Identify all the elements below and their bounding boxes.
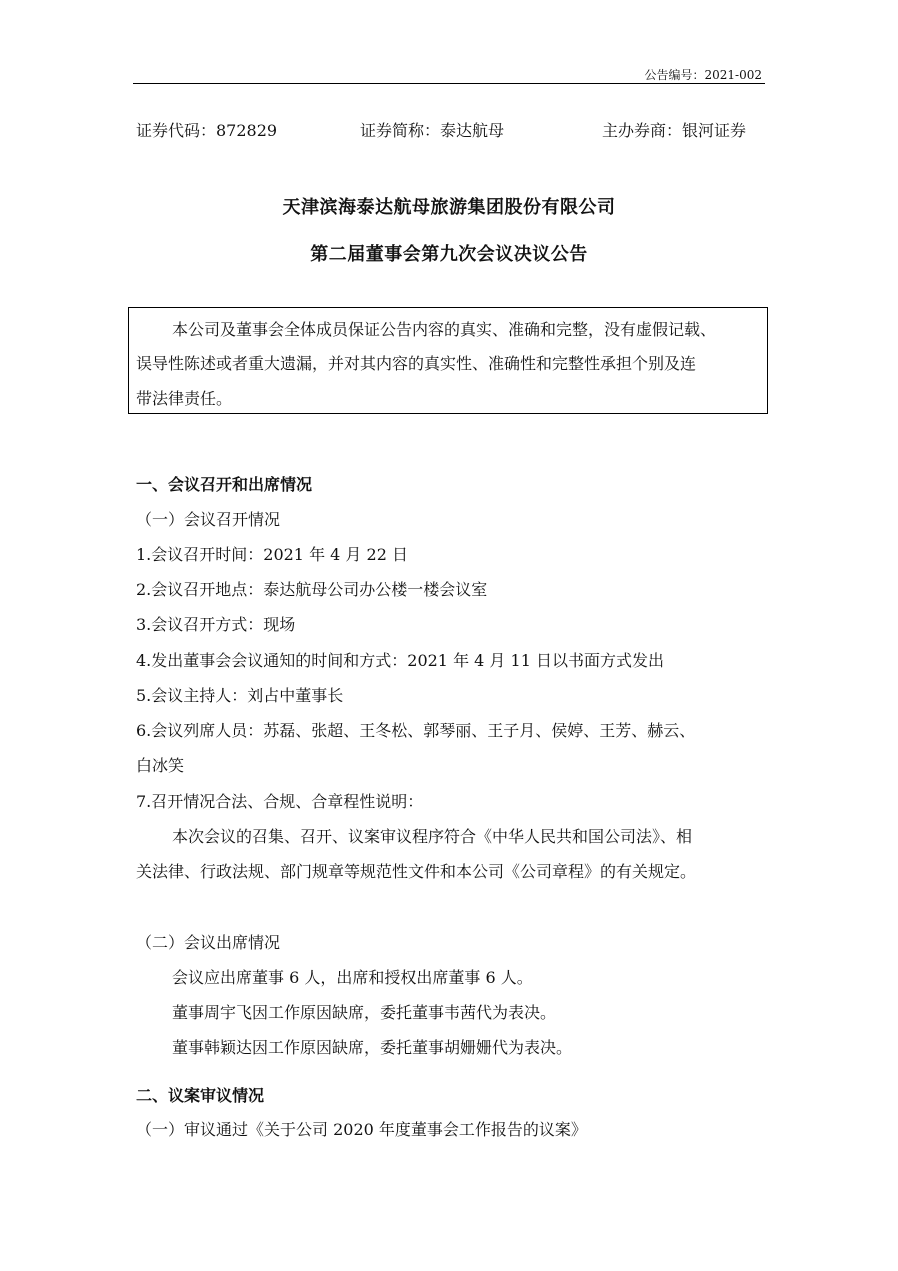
announcement-number: 公告编号：2021-002 xyxy=(644,68,762,82)
list-item: 白冰笑 xyxy=(136,756,185,775)
list-item: 3.会议召开方式：现场 xyxy=(136,615,296,634)
notice-line-3: 带法律责任。 xyxy=(136,389,233,408)
list-item: 4.发出董事会会议通知的时间和方式：2021 年 4 月 11 日以书面方式发出 xyxy=(136,651,664,670)
securities-code: 证券代码：872829 xyxy=(136,121,278,140)
list-item: 1.会议召开时间：2021 年 4 月 22 日 xyxy=(136,545,408,564)
sponsor-broker: 主办券商：银河证券 xyxy=(602,121,747,140)
list-item: 5.会议主持人：刘占中董事长 xyxy=(136,686,344,705)
section2-heading: 二、议案审议情况 xyxy=(136,1086,265,1105)
company-title: 天津滨海泰达航母旅游集团股份有限公司 xyxy=(282,197,616,218)
legality-line-1: 本次会议的召集、召开、议案审议程序符合《中华人民共和国公司法》、相 xyxy=(172,827,693,846)
legality-line-2: 关法律、行政法规、部门规章等规范性文件和本公司《公司章程》的有关规定。 xyxy=(136,862,697,881)
notice-line-2: 误导性陈述或者重大遗漏，并对其内容的真实性、准确性和完整性承担个别及连 xyxy=(136,354,697,373)
notice-line-1: 本公司及董事会全体成员保证公告内容的真实、准确和完整，没有虚假记载、 xyxy=(172,320,717,339)
attendance-line: 董事韩颖达因工作原因缺席，委托董事胡姗姗代为表决。 xyxy=(172,1038,573,1057)
announcement-title: 第二届董事会第九次会议决议公告 xyxy=(310,244,588,265)
header-rule xyxy=(133,83,765,84)
section2-sub1: （一）审议通过《关于公司 2020 年度董事会工作报告的议案》 xyxy=(136,1120,587,1139)
list-item: 2.会议召开地点：泰达航母公司办公楼一楼会议室 xyxy=(136,580,488,599)
list-item: 6.会议列席人员：苏磊、张超、王冬松、郭琴丽、王子月、侯婷、王芳、赫云、 xyxy=(136,721,696,740)
attendance-line: 董事周宇飞因工作原因缺席，委托董事韦茜代为表决。 xyxy=(172,1003,557,1022)
securities-short-name: 证券简称：泰达航母 xyxy=(360,121,505,140)
attendance-line: 会议应出席董事 6 人，出席和授权出席董事 6 人。 xyxy=(172,968,533,987)
list-item: 7.召开情况合法、合规、合章程性说明： xyxy=(136,792,424,811)
section1-heading: 一、会议召开和出席情况 xyxy=(136,475,313,494)
section1-sub1: （一）会议召开情况 xyxy=(136,510,281,529)
section1-sub2: （二）会议出席情况 xyxy=(136,933,281,952)
